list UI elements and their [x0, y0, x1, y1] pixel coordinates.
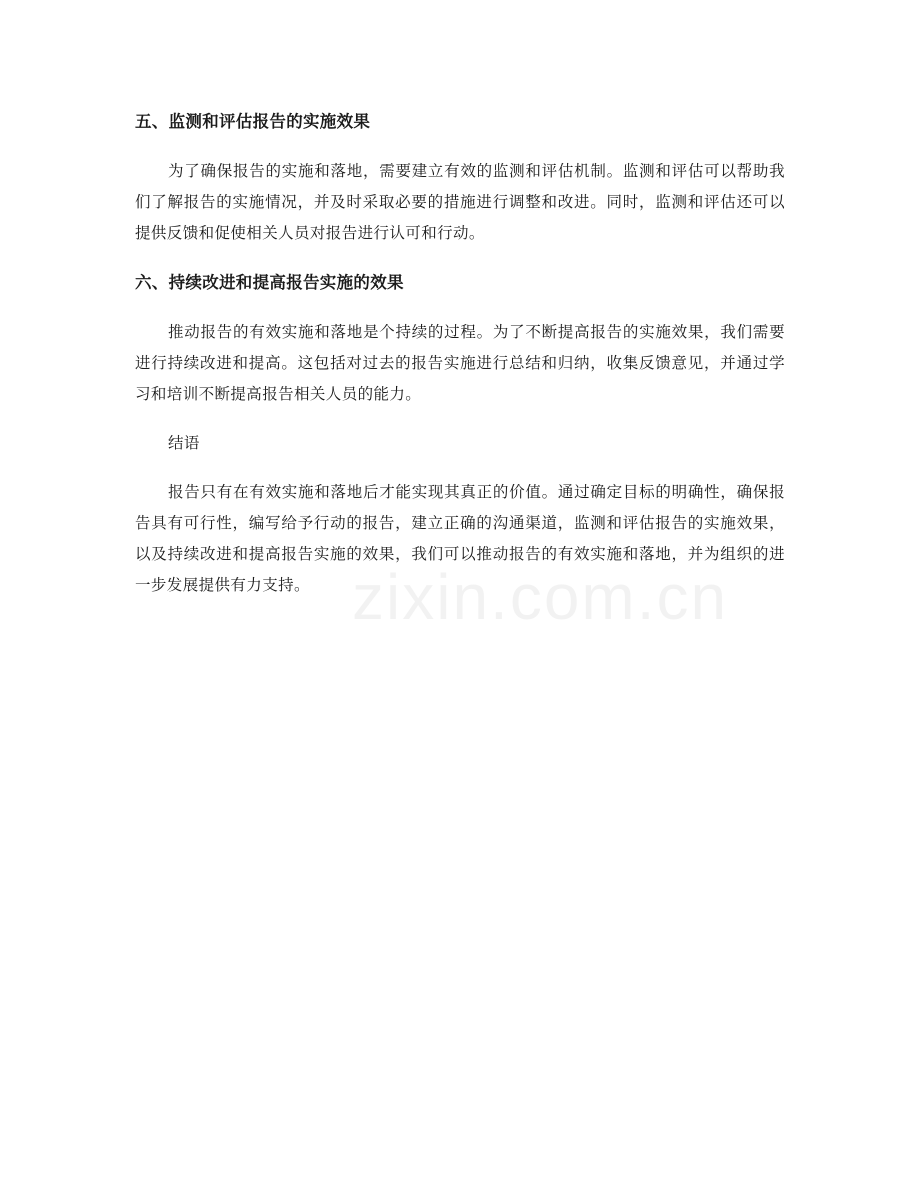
section-heading-6: 六、持续改进和提高报告实施的效果 — [135, 273, 404, 292]
section-paragraph-5: 为了确保报告的实施和落地，需要建立有效的监测和评估机制。监测和评估可以帮助我们了解报告的实施情况，并及时采取必要的措施进行调整和改进。同时，监测和评估还可以提供反馈和促使相关人员对报告进行认可和行动。 — [135, 162, 785, 242]
section-heading-5: 五、监测和评估报告的实施效果 — [135, 112, 371, 131]
document-body — [135, 106, 785, 601]
conclusion-title: 结语 — [168, 434, 200, 452]
section-paragraph-6: 推动报告的有效实施和落地是个持续的过程。为了不断提高报告的实施效果，我们需要进行持续改进和提高。这包括对过去的报告实施进行总结和归纳，收集反馈意见，并通过学习和培训不断提高报告相关人员的能力。 — [135, 323, 785, 403]
conclusion-paragraph: 报告只有在有效实施和落地后才能实现其真正的价值。通过确定目标的明确性，确保报告具有可行性，编写给予行动的报告，建立正确的沟通渠道，监测和评估报告的实施效果，以及持续改进和提高报告实施的效果，我们可以推动报告的有效实施和落地，并为组织的进一步发展提供有力支持。 — [135, 483, 785, 594]
watermark: zixin.com.cn — [352, 561, 729, 633]
